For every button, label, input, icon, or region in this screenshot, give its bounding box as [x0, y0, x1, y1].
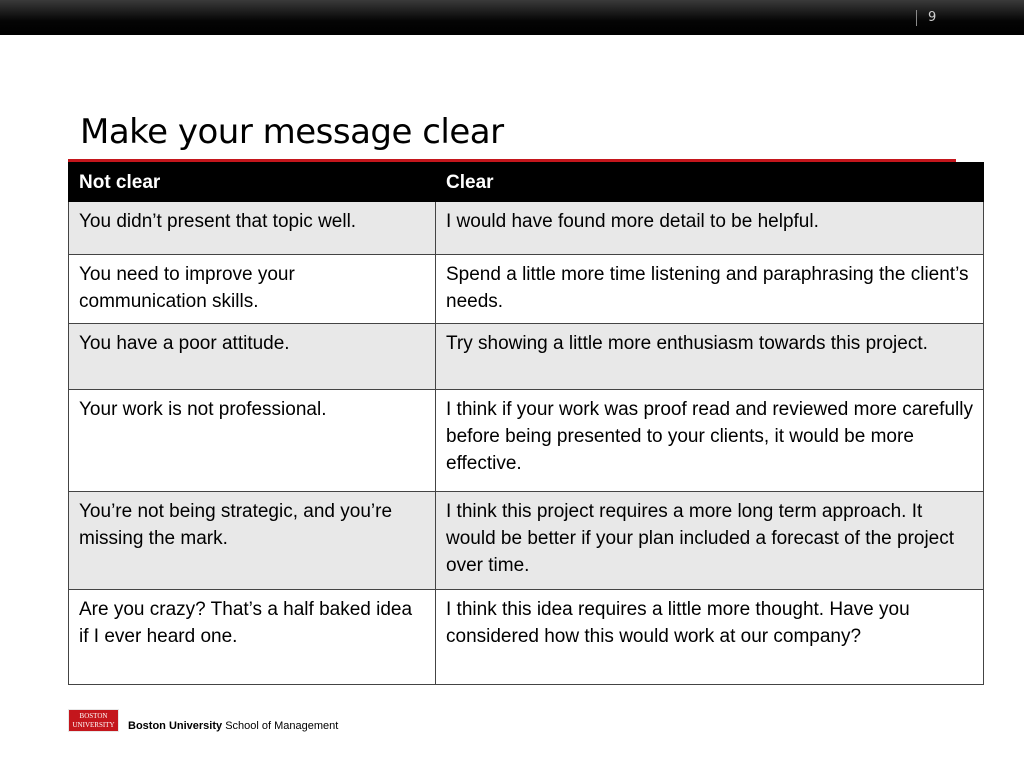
- clear-cell: I would have found more detail to be helpful.: [436, 202, 984, 255]
- top-bar: [0, 0, 1024, 35]
- boston-university-logo: [68, 709, 119, 732]
- comparison-table: [68, 162, 984, 685]
- clear-cell: Try showing a little more enthusiasm towards this project.: [436, 324, 984, 390]
- not-clear-cell: You need to improve your communication skills.: [69, 255, 436, 324]
- column-header-not-clear: Not clear: [69, 163, 436, 202]
- page-number: 9: [928, 10, 937, 25]
- page-number-separator: [916, 10, 917, 26]
- clear-cell: I think this idea requires a little more thought. Have you considered how this would work at our company?: [436, 590, 984, 685]
- not-clear-cell: You have a poor attitude.: [69, 324, 436, 390]
- table-header-row: [69, 163, 984, 202]
- table-row: [69, 324, 984, 390]
- table-row: [69, 390, 984, 492]
- table-row: [69, 492, 984, 590]
- table-row: [69, 255, 984, 324]
- not-clear-cell: Are you crazy? That’s a half baked idea if I ever heard one.: [69, 590, 436, 685]
- table-row: [69, 590, 984, 685]
- logo-line-1: BOSTON: [79, 712, 108, 720]
- footer-school: School of Management: [222, 720, 339, 732]
- footer-university: Boston University: [128, 720, 223, 732]
- not-clear-cell: Your work is not professional.: [69, 390, 436, 492]
- not-clear-cell: You’re not being strategic, and you’re missing the mark.: [69, 492, 436, 590]
- footer-institution: [128, 720, 338, 732]
- column-header-clear: Clear: [436, 163, 984, 202]
- logo-line-2: UNIVERSITY: [72, 721, 115, 729]
- not-clear-cell: You didn’t present that topic well.: [69, 202, 436, 255]
- clear-cell: I think this project requires a more long term approach. It would be better if your plan included a forecast of the project over time.: [436, 492, 984, 590]
- table-row: [69, 202, 984, 255]
- slide-title: Make your message clear: [80, 112, 504, 152]
- clear-cell: Spend a little more time listening and paraphrasing the client’s needs.: [436, 255, 984, 324]
- clear-cell: I think if your work was proof read and reviewed more carefully before being presented to your clients, it would be more effective.: [436, 390, 984, 492]
